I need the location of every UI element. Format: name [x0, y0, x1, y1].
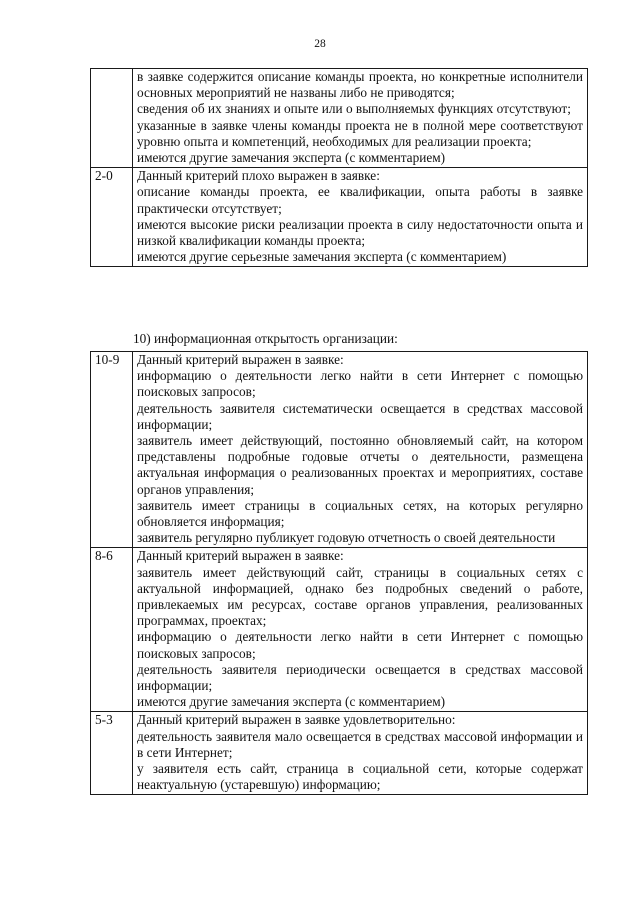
criterion-line: информацию о деятельности легко найти в сети Интернет с помощью поисковых запросов;	[137, 368, 583, 400]
description-cell	[133, 548, 588, 712]
table-row	[91, 69, 588, 168]
criterion-line: заявитель имеет страницы в социальных сетях, на которых регулярно обновляется информация;	[137, 497, 583, 530]
criterion-line: деятельность заявителя мало освещается в средствах массовой информации и в сети Интернет;	[137, 728, 583, 760]
criterion-line: имеются другие замечания эксперта (с комментарием)	[137, 150, 446, 166]
criterion-line: Данный критерий плохо выражен в заявке:	[137, 168, 380, 184]
score-cell: 8-6	[91, 548, 133, 712]
page-number: 28	[314, 38, 326, 50]
table-row	[91, 548, 588, 712]
criterion-line: указанные в заявке члены команды проекта не в полной мере соответствуют уровню опыта и компетенций, необходимых для реализации проекта;	[137, 117, 583, 149]
criterion-line: имеются другие замечания эксперта (с комментарием)	[137, 694, 446, 710]
criteria-table-openness	[90, 351, 588, 795]
table-row	[91, 168, 588, 267]
criterion-line: информацию о деятельности легко найти в сети Интернет с помощью поисковых запросов;	[137, 629, 583, 661]
description-cell	[133, 712, 588, 795]
score-cell	[91, 69, 133, 168]
criterion-line: имеются другие серьезные замечания эксперта (с комментарием)	[137, 249, 507, 265]
criterion-line: деятельность заявителя систематически освещается в средствах массовой информации;	[137, 400, 583, 432]
criterion-line: заявитель имеет действующий сайт, страницы в социальных сетях с актуальной информацией, однако без подробных сведений о работе, привлекаемых им ресурсах, составе органов управления, реализованных программах, проектах;	[137, 564, 583, 629]
criterion-line: у заявителя есть сайт, страница в социальной сети, которые содержат неактуальную (устаревшую) информацию;	[137, 761, 583, 793]
section-title: 10) информационная открытость организации:	[133, 331, 398, 346]
criterion-line: деятельность заявителя периодически освещается в средствах массовой информации;	[137, 661, 583, 694]
criterion-line: имеются высокие риски реализации проекта в силу недостаточности опыта и низкой квалификации команды проекта;	[137, 216, 583, 249]
description-cell	[133, 69, 588, 168]
description-cell	[133, 352, 588, 548]
criterion-line: в заявке содержится описание команды проекта, но конкретные исполнители основных мероприятий не названы либо не приводятся;	[137, 69, 583, 101]
criterion-line: заявитель регулярно публикует годовую отчетность о своей деятельности	[137, 530, 556, 546]
criterion-line: Данный критерий выражен в заявке удовлетворительно:	[137, 712, 456, 728]
criterion-line: заявитель имеет действующий, постоянно обновляемый сайт, на котором представлены подробные годовые отчеты о деятельности, размещена актуальная информация о реализованных проектах и мероприятиях, составе органов управления;	[137, 433, 583, 497]
score-cell: 2-0	[91, 168, 133, 267]
criterion-line: сведения об их знаниях и опыте или о выполняемых функциях отсутствуют;	[137, 101, 571, 117]
criterion-line: Данный критерий выражен в заявке:	[137, 548, 344, 564]
criteria-table-team	[90, 68, 588, 267]
score-cell: 10-9	[91, 352, 133, 548]
score-cell: 5-3	[91, 712, 133, 795]
table-row	[91, 352, 588, 548]
criterion-line: Данный критерий выражен в заявке:	[137, 352, 344, 367]
criterion-line: описание команды проекта, ее квалификации, опыта работы в заявке практически отсутствует;	[137, 184, 583, 216]
table-row	[91, 712, 588, 795]
description-cell	[133, 168, 588, 267]
